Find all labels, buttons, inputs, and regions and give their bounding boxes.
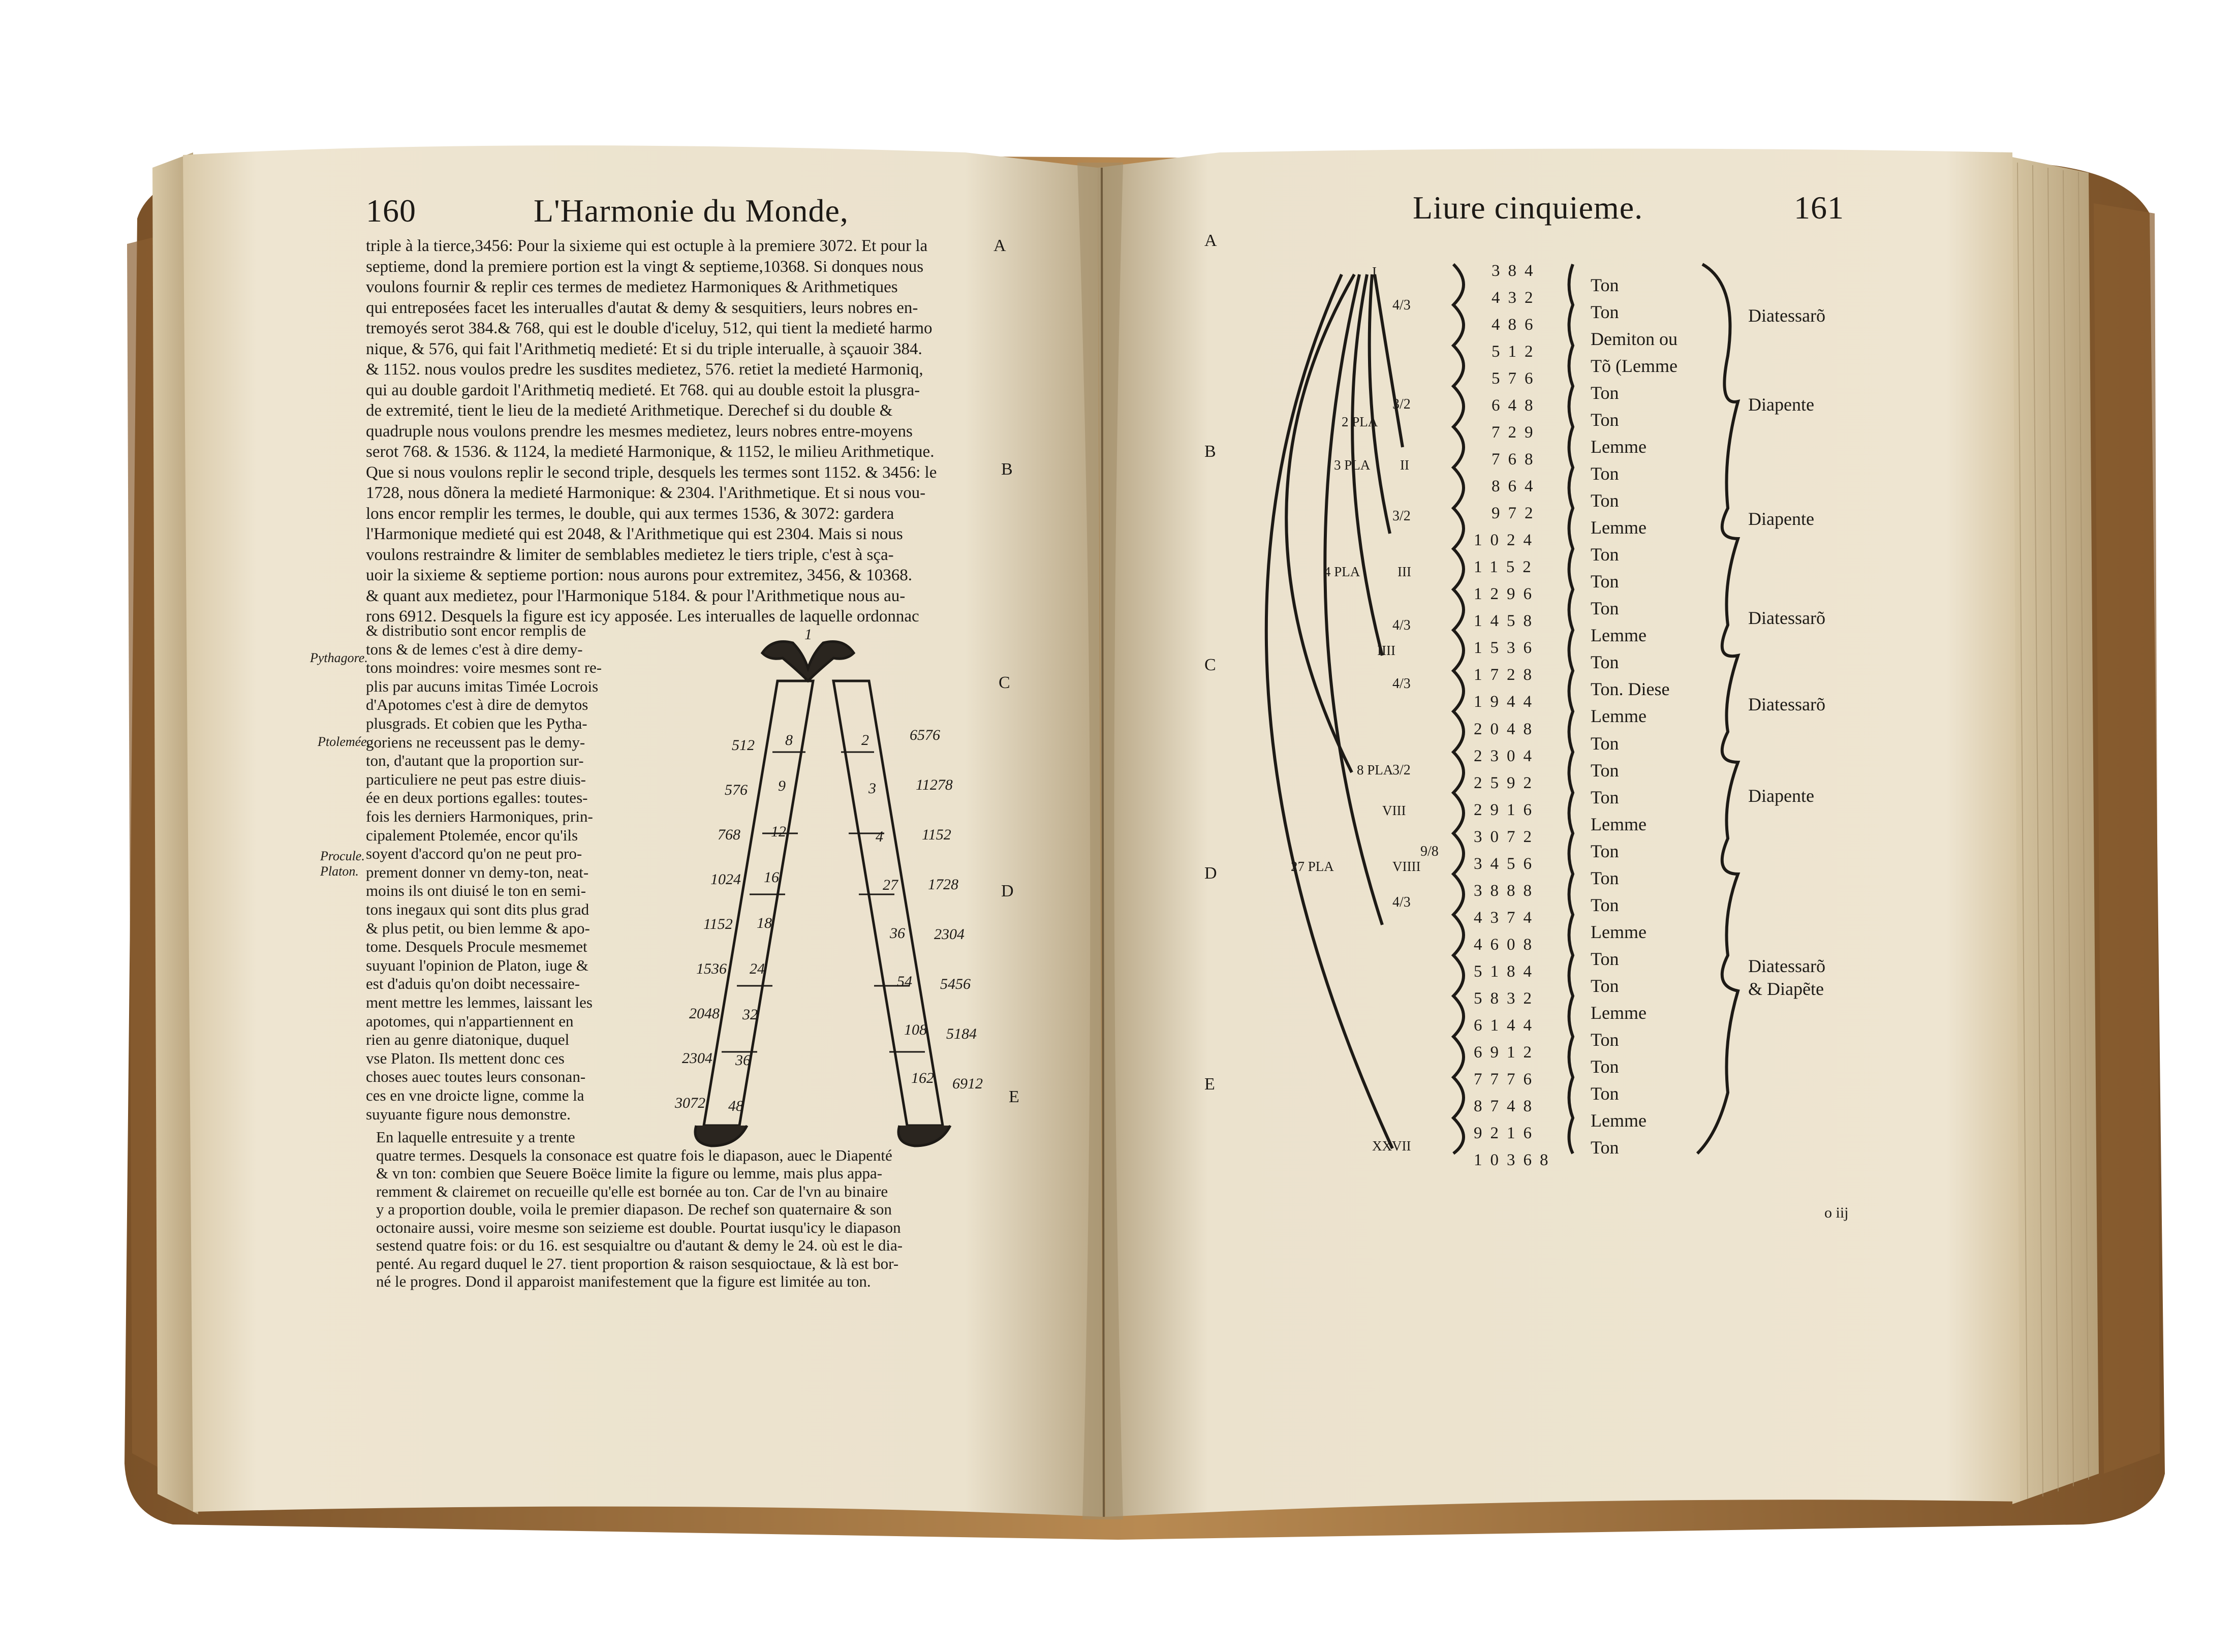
arc-label: 27 PLA [1291, 859, 1334, 874]
right-running-head: Liure cinquieme. [1413, 190, 1643, 226]
body-text-line: qui au double gardoit l'Arithmetiq medieté. Et 768. qui au double estoit la plusgra- [366, 381, 920, 399]
body-text-line: serot 768. & 1536. & 1124, la medieté Harmonique, & 1152, le milieu Arithmetique. [366, 443, 935, 461]
interval-label: Ton [1591, 598, 1619, 619]
margin-note-platon: Platon. [320, 864, 359, 879]
body-text-line: triple à la tierce,3456: Pour la sixieme qui est octuple à la premiere 3072. Et pour la [366, 237, 928, 255]
interval-label: Lemme [1591, 625, 1647, 646]
scale-number: 648 [1492, 396, 1541, 415]
ratio-label: 3/2 [1392, 396, 1411, 412]
interval-label: Ton [1591, 894, 1619, 915]
lambda-right-number: 2304 [934, 926, 965, 943]
scale-number: 576 [1492, 369, 1541, 388]
right-margin-letter-d: D [1204, 864, 1217, 883]
lambda-right-number: 5184 [946, 1025, 977, 1042]
column-text-line: plis par aucuns imitas Timée Locrois [366, 677, 599, 695]
lambda-right-inner-number: 2 [861, 732, 869, 749]
lambda-left-number: 1536 [696, 960, 727, 977]
scale-number: 1458 [1474, 612, 1540, 631]
lambda-right-number: 11278 [916, 776, 953, 793]
interval-label: Ton [1591, 787, 1619, 807]
lambda-right-inner-number: 54 [897, 973, 912, 990]
column-text-line: suyuant l'opinion de Platon, iuge & [366, 956, 588, 974]
body-text-line: de extremité, tient le lieu de la medieté Arithmetique. Derechef si du double & [366, 401, 893, 420]
interval-label: Ton [1591, 867, 1619, 888]
body-text-line: lons encor remplir les termes, le double, qui aux termes 1536, & 3072: gardera [366, 504, 894, 523]
lambda-right-inner-number: 36 [890, 925, 905, 942]
lambda-left-inner-number: 48 [728, 1098, 743, 1114]
body-text-line: voulons restraindre & limiter de semblables medietez le tiers triple, c'est à sça- [366, 545, 894, 564]
interval-label: Ton [1591, 840, 1619, 861]
interval-label: Ton [1591, 544, 1619, 565]
gathering-signature: o iij [1824, 1204, 1849, 1221]
interval-label: Ton [1591, 948, 1619, 969]
scale-number: 9216 [1474, 1124, 1540, 1142]
bottom-text-line: quatre termes. Desquels la consonace est quatre fois le diapason, auec le Diapenté [376, 1146, 892, 1164]
scale-number: 1536 [1474, 639, 1540, 658]
lambda-left-inner-number: 36 [735, 1052, 751, 1069]
margin-note-pythagore: Pythagore. [310, 650, 368, 665]
interval-label: Demiton ou [1591, 329, 1678, 350]
ratio-label: 9/8 [1420, 844, 1439, 859]
arc-label: XXVII [1372, 1138, 1411, 1154]
bottom-text-line: & vn ton: combien que Seuere Boëce limite la figure ou lemme, mais plus appa- [376, 1164, 883, 1182]
margin-note-ptolemee: Ptolemée. [318, 734, 370, 749]
left-folio: 160 [366, 193, 416, 229]
lambda-left-number: 2048 [689, 1005, 720, 1022]
body-text-line: quadruple nous voulons prendre les mesmes medietez, leurs nobres entre-moyens [366, 422, 913, 441]
consonance-label: Diapente [1748, 786, 1814, 806]
scale-number: 5832 [1474, 989, 1540, 1008]
lambda-left-inner-number: 32 [742, 1006, 758, 1023]
scale-number: 10368 [1474, 1151, 1557, 1169]
column-text-line: vse Platon. Ils mettent donc ces [366, 1049, 565, 1067]
column-text-line: soyent d'accord qu'on ne peut pro- [366, 845, 582, 863]
bottom-text-line: remment & clairemet on recueille qu'elle est bornée au ton. Car de l'vn au binaire [376, 1182, 888, 1200]
column-text-line: & distributio sont encor remplis de [366, 621, 586, 639]
scale-number: 4374 [1474, 908, 1540, 927]
scale-number: 1296 [1474, 585, 1540, 604]
scale-number: 8748 [1474, 1097, 1540, 1115]
interval-label: Lemme [1591, 517, 1647, 538]
interval-label: Ton [1591, 275, 1619, 295]
consonance-label: Diapente [1748, 394, 1814, 415]
interval-label: Ton [1591, 733, 1619, 754]
interval-label: Ton [1591, 1056, 1619, 1077]
scale-number: 3072 [1474, 827, 1540, 846]
bottom-text-line: penté. Au regard duquel le 27. tient proportion & raison sesquioctaue, & là est bor- [376, 1254, 899, 1272]
column-text-line: rien au genre diatonique, duquel [366, 1031, 570, 1049]
lambda-right-number: 1728 [928, 876, 958, 893]
interval-label: Ton [1591, 463, 1619, 484]
arc-label: III [1398, 564, 1411, 579]
scale-number: 432 [1492, 289, 1541, 307]
lambda-left-number: 1024 [710, 871, 741, 888]
lambda-right-inner-number: 4 [876, 828, 883, 845]
scale-number: 2592 [1474, 773, 1540, 792]
interval-label: Ton [1591, 975, 1619, 996]
lambda-left-inner-number: 18 [757, 915, 772, 931]
interval-label: Ton [1591, 490, 1619, 511]
scale-number: 3456 [1474, 854, 1540, 873]
interval-label: Lemme [1591, 814, 1647, 834]
arc-label: 4 PLA [1324, 564, 1360, 579]
lambda-right-number: 6576 [910, 727, 940, 743]
column-text-line: moins ils ont diuisé le ton en semi- [366, 882, 586, 900]
lambda-right-inner-number: 108 [904, 1021, 927, 1038]
interval-label: Ton [1591, 302, 1619, 323]
interval-label: Lemme [1591, 437, 1647, 457]
body-text-line: voulons fournir & replir ces termes de medietez Harmoniques & Arithmetiques [366, 278, 898, 296]
lambda-left-number: 576 [725, 782, 748, 798]
scale-number: 1728 [1474, 666, 1540, 684]
bottom-text-line: né le progres. Dond il apparoist manifestement que la figure est limitée au ton. [376, 1272, 871, 1290]
column-text-line: & plus petit, ou bien lemme & apo- [366, 919, 590, 937]
interval-label: Ton [1591, 410, 1619, 430]
arc-label: 2 PLA [1342, 414, 1378, 429]
lambda-left-number: 2304 [682, 1050, 712, 1067]
interval-label: Tõ (Lemme [1591, 356, 1678, 377]
body-text-line: uoir la sixieme & septieme portion: nous aurons pour extremitez, 3456, & 10368. [366, 566, 913, 584]
lambda-left-inner-number: 8 [785, 732, 793, 749]
consonance-label: Diapente [1748, 509, 1814, 529]
scale-number: 6912 [1474, 1043, 1540, 1062]
scale-number: 864 [1492, 477, 1541, 496]
lambda-right-number: 5456 [940, 976, 971, 992]
right-folio: 161 [1794, 190, 1844, 226]
scale-number: 768 [1492, 450, 1541, 469]
lambda-left-number: 1152 [703, 916, 733, 932]
scale-number: 5184 [1474, 962, 1540, 981]
scale-number: 2304 [1474, 746, 1540, 765]
consonance-label: Diatessarõ [1748, 956, 1825, 976]
arc-label: II [1400, 457, 1409, 473]
scale-number: 2916 [1474, 800, 1540, 819]
arc-label: 8 PLA [1357, 762, 1393, 777]
body-text-line: qui entreposées facet les interualles d'autat & demy & sesquitiers, leurs nobres en- [366, 298, 918, 317]
consonance-label: Diatessarõ [1748, 694, 1825, 714]
consonance-label: Diatessarõ [1748, 608, 1825, 628]
column-text-line: fois les derniers Harmoniques, prin- [366, 807, 593, 825]
column-text-line: ment mettre les lemmes, laissant les [366, 993, 593, 1011]
lambda-right-inner-number: 162 [911, 1070, 934, 1086]
column-text-line: particuliere ne peut pas estre diuis- [366, 770, 586, 788]
bottom-text-line: sestend quatre fois: or du 16. est sesquialtre ou d'autant & demy le 24. où est le dia- [376, 1236, 903, 1254]
column-text-line: est d'aduis qu'on doibt necessaire- [366, 975, 580, 993]
lambda-left-inner-number: 16 [764, 869, 779, 886]
column-text-line: cipalement Ptolemée, encor qu'ils [366, 826, 578, 844]
arc-label: VIII [1382, 803, 1406, 818]
right-margin-letter-c: C [1204, 656, 1216, 674]
column-text-line: goriens ne receussent pas le demy- [366, 733, 585, 751]
left-margin-letter-a: A [993, 236, 1006, 255]
left-running-head: L'Harmonie du Monde, [534, 193, 849, 229]
lambda-right-inner-number: 27 [883, 877, 898, 893]
column-text-line: apotomes, qui n'appartiennent en [366, 1012, 574, 1030]
right-margin-letter-a: A [1204, 231, 1217, 250]
left-margin-letter-c: C [999, 673, 1010, 692]
body-text-line: rons 6912. Desquels la figure est icy apposée. Les interualles de laquelle ordonnac [366, 607, 919, 626]
column-text-line: choses auec toutes leurs consonan- [366, 1068, 586, 1086]
lambda-right-number: 6912 [952, 1075, 983, 1092]
scale-number: 6144 [1474, 1016, 1540, 1035]
bottom-text-line: y a proportion double, voila le premier diapason. De rechef son quaternaire & son [376, 1200, 892, 1218]
body-text-line: & quant aux medietez, pour l'Harmonique 5184. & pour l'Arithmetique nous au- [366, 586, 906, 605]
body-text-line: & 1152. nous voulos predre les susdites medietez, 576. retiet la medieté Harmoniq, [366, 360, 923, 379]
consonance-label: & Diapẽte [1748, 979, 1824, 999]
right-page [1098, 149, 2020, 1517]
arc-label: IIII [1377, 643, 1395, 658]
interval-label: Ton [1591, 1029, 1619, 1050]
scale-number: 3888 [1474, 881, 1540, 900]
arc-label: VIIII [1392, 859, 1421, 874]
ratio-label: 4/3 [1392, 894, 1411, 910]
body-text-line: l'Harmonique medieté qui est 2048, & l'Arithmetique qui est 2304. Mais si nous [366, 525, 903, 543]
interval-label: Ton [1591, 383, 1619, 403]
right-margin-letter-b: B [1204, 442, 1216, 461]
column-text-line: plusgrads. Et cobien que les Pytha- [366, 714, 587, 732]
body-text-line: Que si nous voulons replir le second triple, desquels les termes sont 1152. & 3456: le [366, 463, 937, 482]
scale-number: 1024 [1474, 531, 1540, 550]
body-text-line: tremoyés serot 384.& 768, qui est le double d'iceluy, 512, qui tient la medieté harmo [366, 319, 933, 337]
column-text-line: prement donner vn demy-ton, neat- [366, 863, 589, 881]
right-margin-letter-e: E [1204, 1075, 1215, 1094]
ratio-label: 4/3 [1392, 617, 1411, 633]
lambda-left-inner-number: 24 [750, 960, 765, 977]
body-text-line: nique, & 576, qui fait l'Arithmetiq medieté: Et si du triple interualle, à sçauoir 384. [366, 339, 922, 358]
interval-label: Lemme [1591, 921, 1647, 942]
scale-number: 384 [1492, 262, 1541, 280]
ratio-label: 3/2 [1392, 508, 1411, 524]
ratio-label: 3/2 [1392, 762, 1411, 778]
left-margin-letter-e: E [1009, 1087, 1019, 1106]
interval-label: Lemme [1591, 706, 1647, 727]
lambda-right-number: 1152 [922, 826, 951, 843]
scale-number: 512 [1492, 342, 1541, 361]
interval-label: Ton [1591, 760, 1619, 781]
column-text-line: suyuante figure nous demonstre. [366, 1105, 571, 1123]
lambda-left-number: 512 [732, 737, 755, 754]
lambda-left-number: 768 [718, 826, 740, 843]
bottom-text-line: En laquelle entresuite y a trente [376, 1128, 575, 1146]
body-text-line: 1728, nous dõnera la medieté Harmonique: & 2304. l'Arithmetique. Et si nous vou- [366, 484, 926, 502]
scale-number: 2048 [1474, 720, 1540, 738]
interval-label: Ton [1591, 1137, 1619, 1158]
column-text-line: d'Apotomes c'est à dire de demytos [366, 696, 588, 714]
interval-label: Lemme [1591, 1002, 1647, 1023]
scale-number: 1944 [1474, 693, 1540, 711]
left-margin-letter-d: D [1001, 882, 1014, 900]
left-margin-letter-b: B [1001, 460, 1013, 479]
interval-label: Ton [1591, 1083, 1619, 1104]
lambda-left-inner-number: 12 [771, 823, 786, 840]
scale-number: 729 [1492, 423, 1541, 442]
lambda-apex-number: 1 [804, 626, 812, 643]
interval-label: Ton. Diese [1591, 679, 1670, 700]
scale-number: 486 [1492, 316, 1541, 334]
column-text-line: ton, d'autant que la proportion sur- [366, 752, 584, 770]
arc-label: I [1372, 264, 1377, 279]
scale-number: 7776 [1474, 1070, 1540, 1088]
lambda-right-inner-number: 3 [868, 780, 876, 797]
interval-label: Ton [1591, 571, 1619, 592]
column-text-line: tons inegaux qui sont dits plus grad [366, 900, 589, 918]
interval-label: Lemme [1591, 1110, 1647, 1131]
interval-label: Ton [1591, 652, 1619, 673]
arc-label: 3 PLA [1334, 457, 1371, 473]
scale-number: 972 [1492, 504, 1541, 523]
column-text-line: tons moindres: voire mesmes sont re- [366, 659, 602, 677]
consonance-label: Diatessarõ [1748, 305, 1825, 326]
ratio-label: 4/3 [1392, 297, 1411, 313]
scale-number: 1152 [1474, 558, 1539, 577]
column-text-line: ces en vne droicte ligne, comme la [366, 1086, 584, 1104]
column-text-line: ée en deux portions egalles: toutes- [366, 789, 588, 807]
scale-number: 4608 [1474, 935, 1540, 954]
lambda-left-number: 3072 [675, 1095, 705, 1111]
column-text-line: tons & de lemes c'est à dire demy- [366, 640, 583, 658]
lambda-left-inner-number: 9 [778, 777, 786, 794]
margin-note-procule: Procule. [320, 849, 365, 863]
bottom-text-line: octonaire aussi, voire mesme son seizieme est double. Pourtat iusqu'icy le diapason [376, 1218, 901, 1236]
ratio-label: 4/3 [1392, 676, 1411, 692]
column-text-line: tome. Desquels Procule mesmemet [366, 938, 587, 956]
body-text-line: septieme, dond la premiere portion est la vingt & septieme,10368. Si donques nous [366, 257, 924, 276]
